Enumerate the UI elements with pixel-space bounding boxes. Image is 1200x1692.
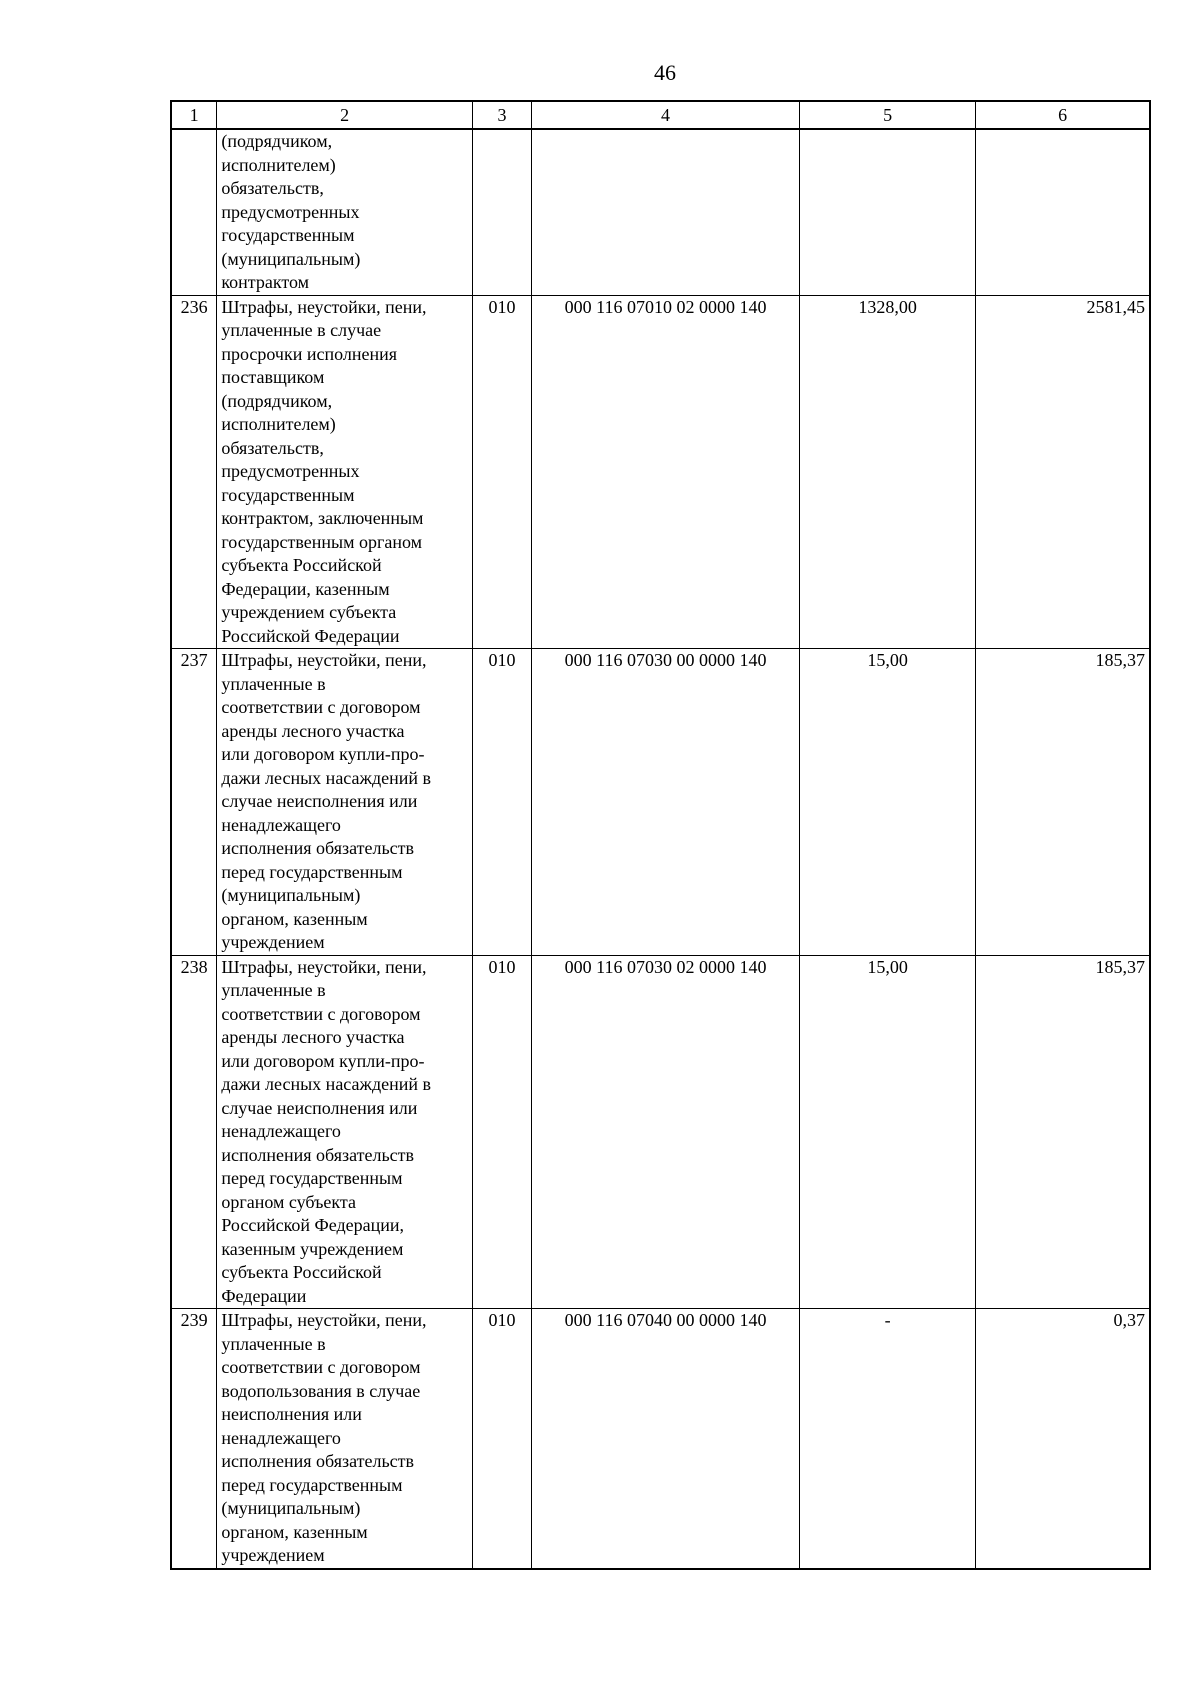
revenue-name-line: дажи лесных насаждений в	[221, 1074, 431, 1094]
revenue-name-line: Федерации, казенным	[221, 578, 390, 599]
revenue-name	[217, 129, 473, 295]
admin-code: 010	[473, 295, 532, 649]
revenue-name-line: государственным	[221, 484, 355, 505]
revenue-name-line: Штрафы, неустойки, пени,	[221, 650, 427, 670]
revenue-name-line: обязательств,	[221, 178, 324, 198]
revenue-name	[217, 649, 473, 956]
revenue-name-line: Штрафы, неустойки, пени,	[221, 956, 427, 977]
admin-code: 010	[473, 649, 532, 956]
revenue-name-line: соответствии с договором	[221, 697, 421, 717]
table-header	[171, 101, 1150, 129]
revenue-name-line: контрактом	[221, 272, 310, 292]
page-number: 46	[654, 60, 676, 85]
revenue-name-line: исполнения обязательств	[221, 1451, 415, 1471]
table-row	[171, 295, 1150, 649]
value-col-5: 15,00	[800, 955, 976, 1309]
revenue-name-line: казенным учреждением	[221, 1238, 404, 1259]
revenue-name-line: случае неисполнения или	[221, 1097, 418, 1118]
revenue-name	[217, 1309, 473, 1569]
revenue-name-line: (муниципальным)	[221, 1498, 361, 1518]
revenue-name-line: неисполнения или	[221, 1404, 362, 1424]
revenue-name-line: просрочки исполнения	[221, 343, 398, 364]
budget-classification-code	[532, 129, 800, 295]
value-col-6: 185,37	[976, 955, 1150, 1309]
revenue-name-line: поставщиком	[221, 367, 325, 387]
header-row	[171, 101, 1150, 129]
row-number: 236	[171, 295, 217, 649]
row-number: 237	[171, 649, 217, 956]
table-row	[171, 129, 1150, 295]
row-number: 239	[171, 1309, 217, 1569]
revenue-name-line: или договором купли-про-	[221, 1050, 425, 1071]
value-col-6: 185,37	[976, 649, 1150, 956]
table-row	[171, 649, 1150, 956]
revenue-name-line: водопользования в случае	[221, 1380, 421, 1401]
revenue-name-line: Федерации	[221, 1285, 307, 1306]
value-col-6	[976, 129, 1150, 295]
value-col-5: 1328,00	[800, 295, 976, 649]
revenue-name-line: (подрядчиком,	[221, 390, 333, 411]
revenue-name-line: Штрафы, неустойки, пени,	[221, 296, 427, 317]
revenue-name-line: исполнения обязательств	[221, 1144, 415, 1165]
revenue-name-line: предусмотренных	[221, 461, 360, 481]
revenue-name-line: исполнения обязательств	[221, 838, 415, 858]
revenue-name-line: учреждением	[221, 1545, 325, 1565]
revenue-name-line: государственным органом	[221, 531, 423, 552]
header-col-3: 3	[473, 101, 532, 129]
revenue-name-line: ненадлежащего	[221, 1427, 341, 1448]
revenue-name-line: ненадлежащего	[221, 814, 341, 835]
revenue-name-line: аренды лесного участка	[221, 720, 405, 741]
revenue-name-line: Российской Федерации	[221, 625, 400, 646]
revenue-name-line: или договором купли-про-	[221, 744, 425, 764]
revenue-name-line: Штрафы, неустойки, пени,	[221, 1310, 427, 1330]
revenue-name-line: соответствии с договором	[221, 1357, 421, 1377]
revenue-name-line: субъекта Российской	[221, 555, 382, 575]
budget-classification-code: 000 116 07040 00 0000 140	[532, 1309, 800, 1569]
revenue-name-line: уплаченные в	[221, 1333, 326, 1354]
header-col-1: 1	[171, 101, 217, 129]
value-col-6: 0,37	[976, 1309, 1150, 1569]
budget-classification-code: 000 116 07010 02 0000 140	[532, 295, 800, 649]
budget-classification-code: 000 116 07030 00 0000 140	[532, 649, 800, 956]
header-col-4: 4	[532, 101, 800, 129]
revenue-name-line: Российской Федерации,	[221, 1215, 405, 1235]
revenue-name-line: обязательств,	[221, 437, 324, 458]
revenue-name-line: органом, казенным	[221, 908, 368, 929]
revenue-name-line: уплаченные в	[221, 980, 326, 1000]
revenue-name-line: уплаченные в	[221, 673, 326, 694]
revenue-name-line: ненадлежащего	[221, 1121, 341, 1141]
revenue-name-line: органом субъекта	[221, 1191, 356, 1212]
revenue-name-line: исполнителем)	[221, 154, 336, 175]
revenue-name-line: перед государственным	[221, 1168, 403, 1188]
revenue-name-line: контрактом, заключенным	[221, 508, 424, 528]
revenue-name	[217, 955, 473, 1309]
revenue-name-line: дажи лесных насаждений в	[221, 767, 431, 788]
revenue-name-line: государственным	[221, 225, 355, 245]
revenue-name-line: предусмотренных	[221, 201, 360, 222]
row-number: 238	[171, 955, 217, 1309]
revenue-name-line: перед государственным	[221, 861, 403, 882]
table-row	[171, 1309, 1150, 1569]
table-body	[171, 129, 1150, 1569]
value-col-6: 2581,45	[976, 295, 1150, 649]
revenue-name-line: исполнителем)	[221, 414, 336, 434]
revenue-name	[217, 295, 473, 649]
header-col-2: 2	[217, 101, 473, 129]
revenue-name-line: уплаченные в случае	[221, 320, 382, 340]
admin-code: 010	[473, 1309, 532, 1569]
revenue-name-line: учреждением	[221, 932, 325, 952]
revenue-name-line: учреждением субъекта	[221, 602, 397, 622]
revenue-name-line: соответствии с договором	[221, 1003, 421, 1024]
revenue-name-line: (подрядчиком,	[221, 131, 333, 151]
budget-table	[170, 100, 1151, 1570]
admin-code	[473, 129, 532, 295]
revenue-name-line: аренды лесного участка	[221, 1027, 405, 1047]
revenue-name-line: органом, казенным	[221, 1521, 368, 1542]
admin-code: 010	[473, 955, 532, 1309]
revenue-name-line: (муниципальным)	[221, 248, 361, 269]
revenue-name-line: случае неисполнения или	[221, 791, 418, 811]
value-col-5	[800, 129, 976, 295]
header-col-6: 6	[976, 101, 1150, 129]
value-col-5: 15,00	[800, 649, 976, 956]
table-row	[171, 955, 1150, 1309]
revenue-name-line: субъекта Российской	[221, 1262, 382, 1282]
budget-classification-code: 000 116 07030 02 0000 140	[532, 955, 800, 1309]
header-col-5: 5	[800, 101, 976, 129]
revenue-name-line: перед государственным	[221, 1474, 403, 1495]
revenue-name-line: (муниципальным)	[221, 885, 361, 905]
value-col-5: -	[800, 1309, 976, 1569]
row-number	[171, 129, 217, 295]
